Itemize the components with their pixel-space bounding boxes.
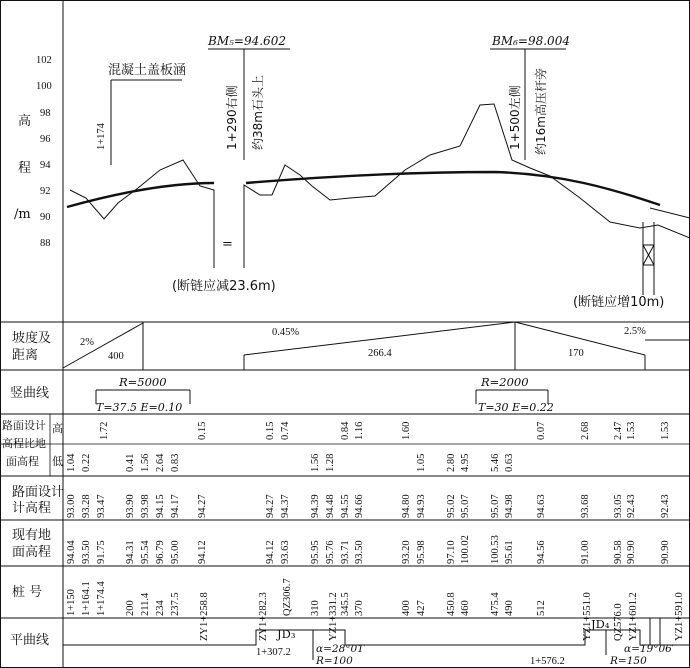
plan-curve-line bbox=[63, 630, 690, 660]
station-value: 512 bbox=[536, 600, 547, 616]
profile-plot bbox=[67, 34, 690, 310]
high-label: 高 bbox=[52, 422, 63, 435]
diff-low-value: 4.95 bbox=[460, 453, 471, 472]
ground-elevation: 93.71 bbox=[340, 540, 351, 564]
y-tick: 102 bbox=[36, 55, 52, 66]
design-elevation: 94.27 bbox=[197, 494, 208, 518]
diff-high-value: 2.68 bbox=[580, 421, 591, 440]
design-elevation: 92.43 bbox=[660, 494, 671, 518]
vc1-radius: R=5000 bbox=[119, 375, 167, 389]
station-value: 450.8 bbox=[446, 592, 457, 616]
vc2-radius: R=2000 bbox=[481, 375, 529, 389]
y-tick: 100 bbox=[36, 81, 52, 92]
design-elevation: 95.07 bbox=[460, 494, 471, 518]
ground-line bbox=[244, 104, 690, 268]
design-elev-label-1: 路面设计 bbox=[12, 485, 65, 500]
grade-label-1: 坡度及 bbox=[12, 331, 52, 346]
diff-low-value: 5.46 bbox=[490, 453, 501, 472]
design-elevation: 95.07 bbox=[490, 494, 501, 518]
row-labels bbox=[2, 113, 64, 648]
station-value: QZ576.0 bbox=[613, 603, 624, 641]
ground-elevation: 95.61 bbox=[504, 540, 515, 564]
grade-3: 2.5% bbox=[624, 326, 646, 337]
plan-curve-label: 平曲线 bbox=[10, 633, 50, 648]
y-tick: 96 bbox=[40, 134, 51, 145]
design-elevation: 94.80 bbox=[401, 494, 412, 518]
station-value: 1+164.1 bbox=[81, 581, 92, 616]
station-value: 460 bbox=[460, 600, 471, 616]
ground-elevation: 100.02 bbox=[460, 535, 471, 564]
ground-elevation: 93.63 bbox=[280, 540, 291, 564]
station-value: 490 bbox=[504, 600, 515, 616]
plan-curve-2-radius: R=150 bbox=[610, 655, 647, 667]
ground-elevation: 91.75 bbox=[96, 540, 107, 564]
grade-2: 0.45% bbox=[272, 327, 300, 338]
design-elevation: 94.98 bbox=[504, 494, 515, 518]
ground-elevation: 90.90 bbox=[626, 540, 637, 564]
bm5-label: BM₅=94.602 bbox=[208, 34, 286, 48]
distance-3: 170 bbox=[568, 348, 584, 359]
station-value: 475.4 bbox=[490, 592, 501, 616]
design-elevation: 94.93 bbox=[416, 494, 427, 518]
elev-label-2: 程 bbox=[18, 161, 32, 176]
diff-high-value: 0.84 bbox=[340, 421, 351, 440]
culvert-station: 1+174 bbox=[96, 123, 107, 150]
design-elevation: 93.90 bbox=[125, 494, 136, 518]
diff-high-value: 1.53 bbox=[626, 421, 637, 440]
vc2-tangent: T=30 E=0.22 bbox=[478, 401, 554, 414]
station-value: 200 bbox=[125, 600, 136, 616]
design-elevation: 94.37 bbox=[280, 494, 291, 518]
plan-curve-1-radius: R=100 bbox=[316, 655, 353, 667]
jd4-label: JD₄ bbox=[591, 617, 610, 631]
bm6-label: BM₆=98.004 bbox=[492, 34, 570, 48]
bm5-location-1: 1+290右侧 bbox=[225, 85, 239, 150]
diff-low-value: 0.22 bbox=[81, 453, 92, 472]
station-value: ZY1+258.8 bbox=[199, 592, 210, 641]
diff-high-value: 0.07 bbox=[536, 421, 547, 440]
diff-low-value: 2.80 bbox=[446, 453, 457, 472]
diff-high-value: 0.15 bbox=[265, 421, 276, 440]
design-elevation: 94.48 bbox=[325, 494, 336, 518]
plan-curve-1-station: 1+307.2 bbox=[256, 647, 291, 658]
diff-low-value: 1.05 bbox=[416, 453, 427, 472]
diff-low-value: 1.04 bbox=[66, 453, 77, 472]
dvg-label-2: 高程比地 bbox=[2, 437, 46, 450]
ground-elev-label-2: 面高程 bbox=[12, 545, 52, 560]
diff-low-value: 2.64 bbox=[155, 453, 166, 472]
distance-1: 400 bbox=[108, 351, 124, 362]
vertical-curve-label: 竖曲线 bbox=[10, 386, 50, 401]
y-axis bbox=[36, 55, 52, 249]
culvert-label: 混凝土盖板涵 bbox=[108, 63, 187, 78]
grade-1: 2% bbox=[80, 337, 94, 348]
grade-label-2: 距离 bbox=[12, 348, 39, 363]
ground-elevation: 100.53 bbox=[490, 535, 501, 564]
design-elev-label-2: 计高程 bbox=[12, 501, 52, 516]
station-value: 427 bbox=[416, 600, 427, 616]
ground-elevation: 95.00 bbox=[170, 540, 181, 564]
station-value: YZ1+601.2 bbox=[628, 592, 639, 641]
design-elevation: 94.15 bbox=[155, 494, 166, 518]
station-value: QZ306.7 bbox=[282, 578, 293, 616]
ground-elevation: 93.50 bbox=[354, 540, 365, 564]
chain-break-note-2: (断链应增10m) bbox=[573, 295, 665, 310]
design-elevation: 93.68 bbox=[580, 494, 591, 518]
diff-high-value: 1.72 bbox=[99, 421, 110, 440]
diff-low-value: 0.41 bbox=[125, 453, 136, 472]
dvg-label-3: 面高程 bbox=[6, 455, 39, 468]
ground-elevation: 95.98 bbox=[416, 540, 427, 564]
ground-elevation: 97.10 bbox=[446, 540, 457, 564]
design-elevation: 94.66 bbox=[354, 494, 365, 518]
station-value: ZY1+282.3 bbox=[258, 592, 269, 641]
design-elevation-row bbox=[66, 494, 671, 518]
y-tick: 94 bbox=[40, 160, 51, 171]
chain-break-note-1: (断链应减23.6m) bbox=[172, 279, 276, 294]
ground-elevation: 96.79 bbox=[155, 540, 166, 564]
ground-elevation: 94.31 bbox=[125, 540, 136, 564]
station-value: 211.4 bbox=[140, 592, 151, 616]
diff-high-value: 2.47 bbox=[613, 421, 624, 440]
diff-low-row bbox=[66, 453, 515, 472]
station-value: 310 bbox=[310, 600, 321, 616]
ground-elevation: 93.20 bbox=[401, 540, 412, 564]
station-value: YZ1+331.2 bbox=[328, 592, 339, 641]
ground-elevation: 94.12 bbox=[197, 540, 208, 564]
diff-low-value: 1.56 bbox=[140, 453, 151, 472]
design-elevation: 93.47 bbox=[96, 494, 107, 518]
grade-row bbox=[63, 322, 690, 370]
design-elevation: 93.28 bbox=[81, 494, 92, 518]
station-value: 1+150 bbox=[66, 589, 77, 616]
ground-elevation: 95.76 bbox=[325, 540, 336, 564]
ground-elevation: 95.54 bbox=[140, 540, 151, 564]
design-elevation: 94.55 bbox=[340, 494, 351, 518]
design-elevation: 93.98 bbox=[140, 494, 151, 518]
station-value: 1+174.4 bbox=[96, 581, 107, 616]
station-value: 234 bbox=[155, 600, 166, 616]
design-elevation: 93.00 bbox=[66, 494, 77, 518]
distance-2: 266.4 bbox=[368, 348, 392, 359]
equals-mark: = bbox=[222, 237, 233, 252]
ground-elevation: 94.56 bbox=[536, 540, 547, 564]
station-value: 345.5 bbox=[340, 592, 351, 616]
plan-curve-row bbox=[63, 617, 690, 667]
diff-high-value: 0.15 bbox=[197, 421, 208, 440]
vc1-tangent: T=37.5 E=0.10 bbox=[96, 401, 183, 414]
diff-low-value: 0.83 bbox=[170, 453, 181, 472]
design-elevation: 93.05 bbox=[613, 494, 624, 518]
bm6-location-1: 1+500左侧 bbox=[508, 85, 522, 150]
diff-high-row bbox=[99, 421, 671, 440]
diff-high-value: 1.53 bbox=[660, 421, 671, 440]
diff-high-value: 0.74 bbox=[280, 421, 291, 440]
design-elevation: 94.63 bbox=[536, 494, 547, 518]
ground-elevation: 91.00 bbox=[580, 540, 591, 564]
jd3-label: JD₃ bbox=[277, 627, 296, 641]
design-elevation: 94.17 bbox=[170, 494, 181, 518]
dvg-label-1: 路面设计 bbox=[2, 419, 46, 432]
elev-label-1: 高 bbox=[18, 114, 32, 129]
y-tick: 92 bbox=[40, 186, 51, 197]
ground-elevation: 95.95 bbox=[310, 540, 321, 564]
station-label: 桩 号 bbox=[12, 585, 43, 600]
vertical-curve-row bbox=[96, 375, 554, 414]
ground-elev-label-1: 现有地 bbox=[12, 528, 52, 543]
station-row bbox=[66, 578, 685, 641]
ground-elevation: 90.90 bbox=[660, 540, 671, 564]
y-tick: 90 bbox=[40, 212, 51, 223]
diff-low-value: 0.63 bbox=[504, 453, 515, 472]
station-value: 400 bbox=[401, 600, 412, 616]
bm6-location-2: 约16m高压杆旁 bbox=[534, 68, 548, 155]
y-tick: 88 bbox=[40, 238, 51, 249]
design-elevation: 92.43 bbox=[626, 494, 637, 518]
plan-curve-2-station: 1+576.2 bbox=[530, 656, 565, 667]
ground-elevation: 93.50 bbox=[81, 540, 92, 564]
station-value: YZ1+591.0 bbox=[674, 592, 685, 641]
diff-low-value: 1.56 bbox=[310, 453, 321, 472]
elev-label-3: /m bbox=[14, 207, 31, 222]
station-value: 370 bbox=[354, 600, 365, 616]
station-value: YZ1+551.0 bbox=[582, 592, 593, 641]
ground-elevation-row bbox=[66, 535, 671, 564]
design-elevation: 94.27 bbox=[265, 494, 276, 518]
ground-line bbox=[70, 160, 214, 268]
plan-curve-1-angle: α=28°01′ bbox=[316, 643, 367, 655]
ground-elevation: 94.04 bbox=[66, 540, 77, 564]
plan-curve-2-angle: α=19°06′ bbox=[624, 643, 675, 655]
design-elevation: 95.02 bbox=[446, 494, 457, 518]
bm5-location-2: 约38m石头上 bbox=[251, 75, 265, 150]
low-label: 低 bbox=[52, 455, 63, 468]
design-elevation: 94.39 bbox=[310, 494, 321, 518]
ground-elevation: 94.12 bbox=[265, 540, 276, 564]
station-value: 237.5 bbox=[170, 592, 181, 616]
diff-high-value: 1.60 bbox=[401, 421, 412, 440]
diff-low-value: 1.28 bbox=[325, 453, 336, 472]
diff-high-value: 1.16 bbox=[354, 421, 365, 440]
ground-elevation: 90.58 bbox=[613, 540, 624, 564]
design-line bbox=[246, 172, 660, 205]
y-tick: 98 bbox=[40, 108, 51, 119]
